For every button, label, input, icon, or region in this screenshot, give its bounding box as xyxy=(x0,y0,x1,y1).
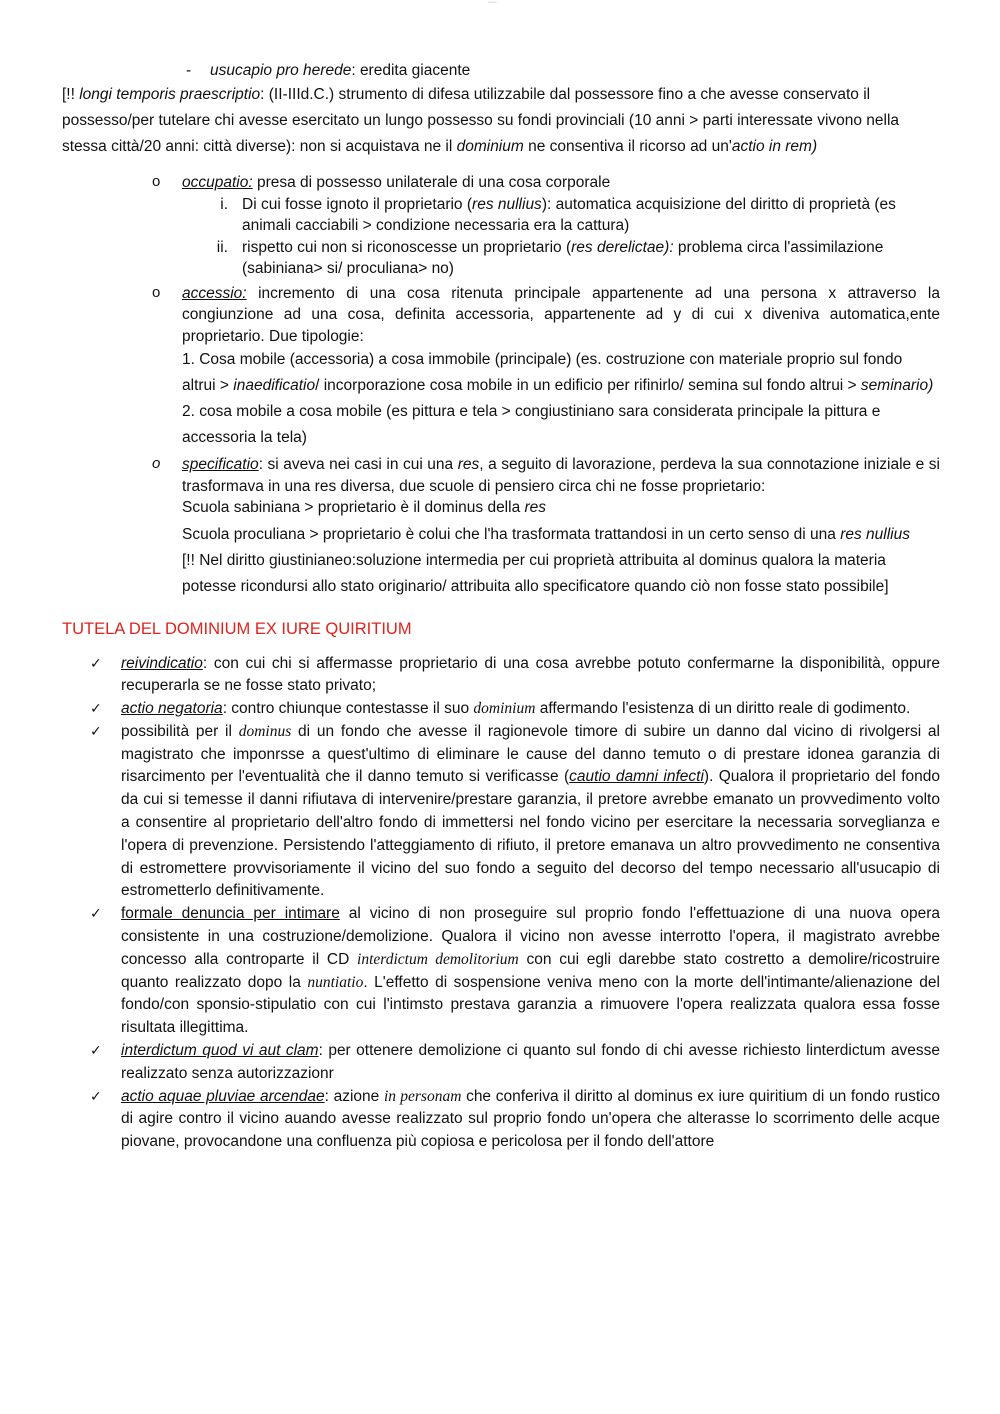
usucapio-line xyxy=(62,60,940,82)
list-item-reivindicatio xyxy=(62,653,940,699)
nuntiatio-term: nuntiatio xyxy=(307,973,364,991)
occupatio-term: occupatio: xyxy=(182,174,253,191)
roman-numeral: i. xyxy=(220,195,228,213)
list-item xyxy=(182,237,940,280)
usucapio-text: : eredita giacente xyxy=(351,62,471,79)
occupatio-text: presa di possesso unilaterale di una cosa corporale xyxy=(252,174,611,191)
aquae-term: actio aquae pluviae arcendae xyxy=(121,1087,325,1105)
cautio-dominus: dominus xyxy=(238,722,292,740)
type-italic: seminario) xyxy=(860,377,934,394)
item-text: problema circa l'assimilazione (sabiniana> si/ proculiana> no) xyxy=(242,238,884,277)
sabiniana-res: res xyxy=(524,499,547,516)
scuola-proculiana xyxy=(182,522,940,548)
header-mark: ▪▪▪▪▪▪▪▪ xyxy=(488,0,497,4)
longi-open: [!! xyxy=(62,86,80,103)
type-text: / incorporazione cosa mobile in un edificio per rifinirlo/ semina sul fondo altrui > xyxy=(315,377,861,394)
longi-dominium: dominium xyxy=(456,138,524,155)
tutela-list xyxy=(62,653,940,1155)
cautio-text: ). Qualora il proprietario del fondo da cui si temesse il danni rifiutava di intervenire/prestare garanzia, il pretore avrebbe emanato un provvedimento volto a consentire al proprietario dell'altro fondo di immettersi nel fondo vicino per esercitare la necessaria sorveglianza e l'opera di prevenzione. Persistendo l'atteggiamento di rifiuto, il pretore emanava un altro provvedimento ne consentiva di estromettere provvisoriamente il vicino del suo fondo a seguito del decorso del tempo necessario all'usucapio di estrometterlo definitivamente. xyxy=(121,768,940,900)
cautio-text: di un fondo che avesse il ragionevole timore di subire un danno dal vicino di rivolgersi al magistrato che imponrsse a quest'ultimo di eliminare le cause del danno temuto o di prestare idonea garanzia di risarcimento per l'eventualità che il danno temuto si verificasse ( xyxy=(121,722,940,786)
list-item-actio-negatoria xyxy=(62,698,940,721)
sabiniana-text: Scuola sabiniana > proprietario è il dominus della xyxy=(182,499,525,516)
item-text: Di cui fosse ignoto il proprietario ( xyxy=(242,195,473,213)
list-item-operis-novi-nuntiatio xyxy=(62,903,940,1040)
checkmark-icon: ✓ xyxy=(90,1043,102,1060)
interdictum-text: : per ottenere demolizione ci quanto sul fondo di chi avesse richiesto linterdictum avesse realizzato senza autorizzazionr xyxy=(121,1042,940,1082)
denuncia-text: con cui egli darebbe stato costretto a demolire/ricostruire quanto realizzato dopo la xyxy=(121,950,940,991)
circle-bullet-icon: o xyxy=(152,455,161,472)
roman-numeral: ii. xyxy=(216,238,228,256)
list-item-occupatio xyxy=(62,172,940,280)
longi-temporis-paragraph xyxy=(62,82,940,160)
denuncia-text: . L'effetto di sospensione veniva meno con la morte dell'intimante/alienazione del fondo/con sponsio-stipulatio con cui l'intimsto prestava garanzia a rimuovere l'opera realizzata qualora essa fosse risultata illegittima. xyxy=(121,973,940,1037)
list-item-interdictum-quod-vi xyxy=(62,1040,940,1086)
proculiana-text: Scuola proculiana > proprietario è colui che l'ha trasformata trattandosi in un certo senso di una xyxy=(182,525,841,543)
dash-bullet: - xyxy=(186,62,192,79)
reivindicatio-text: : con cui chi si affermasse proprietario di una cosa avrebbe potuto confermarne la disponibilità, oppure recuperarla se ne fosse stato privato; xyxy=(121,654,940,695)
acquisition-modes-list xyxy=(62,172,940,600)
aquae-text: : azione xyxy=(324,1087,384,1105)
type-text: 1. Cosa mobile (accessoria) a cosa immobile (principale) (es. costruzione con materiale proprio sul fondo altrui > xyxy=(182,351,903,394)
type-italic: inaedificatio xyxy=(233,377,316,394)
longi-term: longi temporis praescriptio xyxy=(79,86,261,103)
document-page xyxy=(62,60,940,1154)
circle-bullet-icon: o xyxy=(152,173,161,190)
item-text: rispetto cui non si riconoscesse un proprietario ( xyxy=(242,238,572,256)
interdictum-term: interdictum quod vi aut clam xyxy=(121,1042,319,1060)
diritto-giustinianeo: [!! Nel diritto giustinianeo:soluzione intermedia per cui proprietà attribuita al dominus qualora la materia potesse ricondursi allo stato originario/ attribuita allo specificatore quando ciò non fosse stato possibile] xyxy=(182,551,889,595)
aquae-in-personam: in personam xyxy=(383,1087,462,1105)
negatoria-text: affermando l'esistenza di un diritto reale di godimento. xyxy=(535,700,911,718)
denuncia-term: formale denuncia per intimare xyxy=(121,905,340,923)
occupatio-sublist xyxy=(182,194,940,280)
section-heading: TUTELA DEL DOMINIUM EX IURE QUIRITIUM xyxy=(62,619,412,638)
negatoria-text: : contro chiunque contestasse il suo xyxy=(222,700,474,718)
list-item-cautio-damni-infecti xyxy=(62,721,940,903)
cautio-text: possibilità per il xyxy=(121,722,239,740)
aquae-text: che conferiva il diritto al dominus ex iure quiritium di un fondo rustico di agire contro il vicino auando avesse realizzato sul proprio fondo un'opera che alterasse lo scorrimento delle acque piovane, provocandone una confluenza più copiosa e pericolosa per il fondo dell'attore xyxy=(121,1087,940,1151)
cautio-term: cautio damni infecti xyxy=(569,768,704,786)
scuola-sabiniana xyxy=(182,497,940,519)
accessio-text: incremento di una cosa ritenuta principale appartenente ad una persona x attraverso la congiunzione ad una cosa, definita accessoria, appartenente ad y di cui x diveniva automatica,ente proprietario. Due tipologie: xyxy=(182,284,940,345)
negatoria-term: actio negatoria xyxy=(121,700,223,718)
specificatio-res: res xyxy=(457,456,480,473)
usucapio-term: usucapio pro herede xyxy=(210,62,352,79)
checkmark-icon: ✓ xyxy=(90,655,102,672)
list-item xyxy=(182,194,940,237)
circle-bullet-icon: o xyxy=(152,283,161,301)
checkmark-icon: ✓ xyxy=(90,723,102,740)
checkmark-icon: ✓ xyxy=(90,701,102,718)
reivindicatio-term: reivindicatio xyxy=(121,654,203,672)
proculiana-res: res nullius xyxy=(840,525,910,543)
checkmark-icon: ✓ xyxy=(90,1088,102,1105)
accessio-type-2: 2. cosa mobile a cosa mobile (es pittura e tela > congiustiniano sara considerata principale la pittura e accessoria la tela) xyxy=(182,403,881,446)
specificatio-term: specificatio xyxy=(182,456,259,473)
list-item-accessio xyxy=(62,283,940,452)
item-text: ): automatica acquisizione del diritto di proprietà (es animali cacciabili > condizione necessaria era la cattura) xyxy=(242,195,896,234)
specificatio-text: : si aveva nei casi in cui una xyxy=(258,456,458,473)
negatoria-dominium: dominium xyxy=(473,700,536,718)
denuncia-text: al vicino di non proseguire sul proprio fondo l'effettuazione di una nuova opera consistente in una costruzione/demolizione. Qualora il vicino non avesse interrotto l'opera, il magistrato avrebbe concesso alla controparte il CD xyxy=(121,905,940,968)
longi-text-2: ne consentiva il ricorso ad un' xyxy=(523,138,732,155)
list-item-actio-aquae xyxy=(62,1086,940,1154)
item-italic: res nullius xyxy=(472,195,542,213)
accessio-type-1 xyxy=(182,347,940,399)
longi-text: : (II-IIId.C.) strumento di difesa utilizzabile dal possessore fino a che avesse conservato il possesso/per tutelare chi avesse esercitato un lungo possesso su fondi provinciali (10 anni > parti interessate vivono nella stessa città/20 anni: città diverse): non si acquistava ne il xyxy=(62,86,900,155)
interdictum-demolitorium: interdictum demolitorium xyxy=(357,950,519,968)
specificatio-text: , a seguito di lavorazione, perdeva la sua connotazione iniziale e si trasformava in una res diversa, due scuole di pensiero circa chi ne fosse proprietario: xyxy=(182,456,940,495)
item-italic: res derelictae): xyxy=(571,238,674,256)
list-item-specificatio xyxy=(62,454,940,600)
checkmark-icon: ✓ xyxy=(90,906,102,923)
accessio-term: accessio: xyxy=(182,284,247,302)
longi-actio: actio in rem) xyxy=(731,138,818,155)
